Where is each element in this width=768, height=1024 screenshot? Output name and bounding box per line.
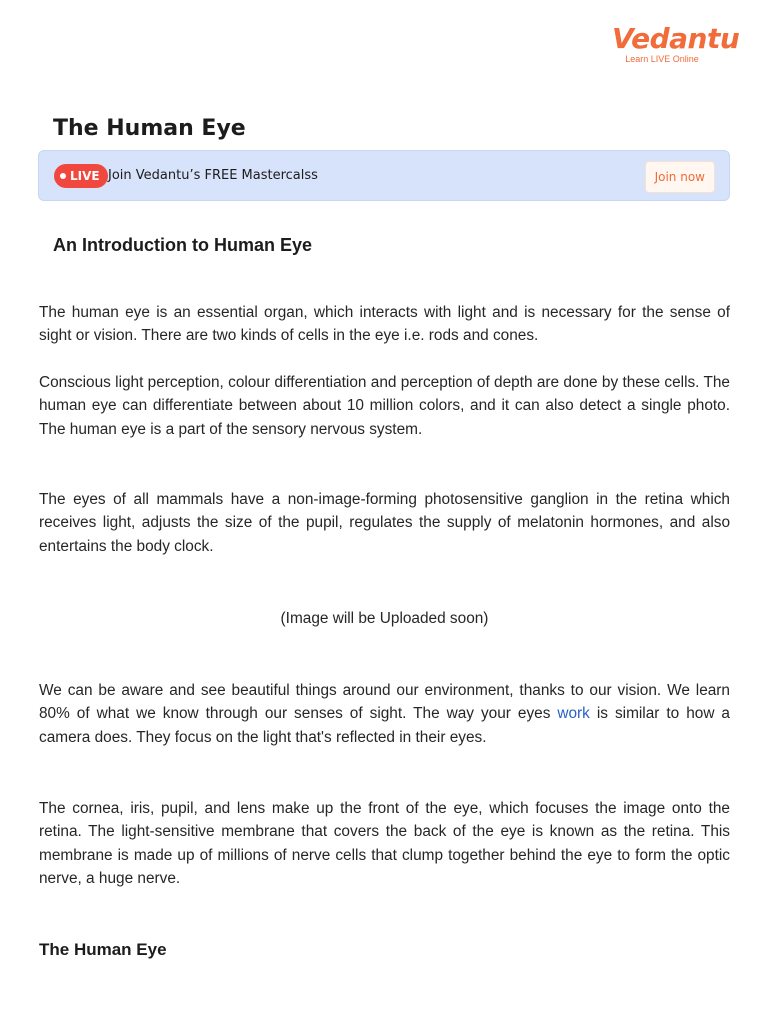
join-now-button[interactable]: Join now [645,161,715,193]
section-heading: An Introduction to Human Eye [53,235,312,255]
masterclass-banner [38,150,730,201]
image-placeholder-text: (Image will be Uploaded soon) [280,610,489,627]
banner-text: Join Vedantu’s FREE Mastercalss [108,168,318,183]
paragraph-5-text-a: We can be aware and see beautiful things around our environment, thanks to our vision. We learn 80% of what we know through our senses of sight. The way your eyes [39,682,730,723]
paragraph-5 [39,679,730,749]
paragraph-6: The cornea, iris, pupil, and lens make up the front of the eye, which focuses the image onto the retina. The light-sensitive membrane that covers the back of the eye is known as the retina. This membrane is made up of millions of nerve cells that clump together behind the eye to form the optic nerve, a huge nerve. [39,800,730,888]
vedantu-logo[interactable] [612,22,740,64]
work-link[interactable]: work [557,705,590,723]
live-badge-label: LIVE [70,169,100,183]
live-badge [54,164,108,188]
paragraph-2: Conscious light perception, colour differentiation and perception of depth are done by these cells. The human eye can differentiate between about 10 million colors, and it can also detect a single photo. The human eye is a part of the sensory nervous system. [39,374,730,438]
paragraph-1: The human eye is an essential organ, which interacts with light and is necessary for the sense of sight or vision. There are two kinds of cells in the eye i.e. rods and cones. [39,304,730,345]
page-title: The Human Eye [53,116,246,141]
logo-tagline: Learn LIVE Online [625,54,699,64]
subheading-human-eye: The Human Eye [39,940,167,959]
live-dot-icon [60,173,66,179]
paragraph-3: The eyes of all mammals have a non-image-forming photosensitive ganglion in the retina which receives light, adjusts the size of the pupil, regulates the supply of melatonin hormones, and also entertains the body clock. [39,491,730,555]
paragraph-5-text-b: is similar to how a camera does. They focus on the light that's reflected in their eyes. [39,705,730,746]
logo-wordmark: Vedantu [612,22,740,55]
